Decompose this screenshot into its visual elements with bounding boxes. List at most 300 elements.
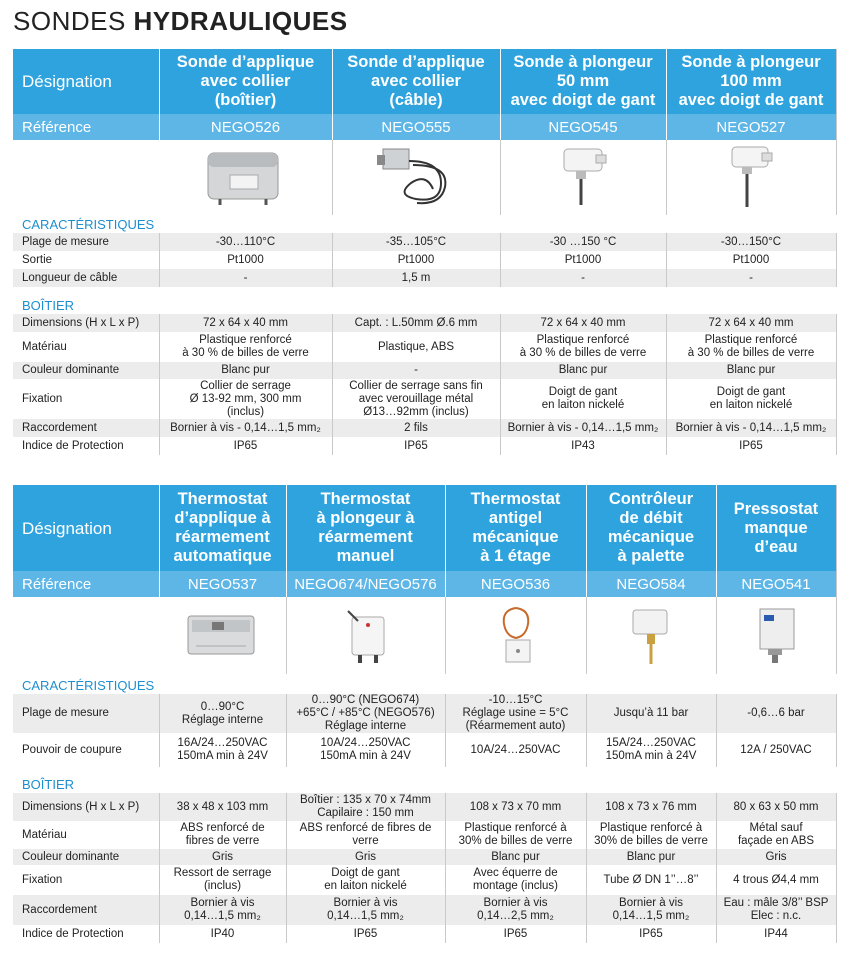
spec-value-line: Capt. : L.50mm Ø.6 mm (354, 316, 478, 329)
spec-value-line: -0,6…6 bar (747, 707, 805, 719)
designation-line: mécanique (472, 528, 559, 546)
spec-value (500, 379, 666, 419)
designation-cell (159, 485, 286, 571)
spec-value (716, 865, 836, 895)
spec-value-line: - (749, 271, 753, 284)
designation-label: Désignation (13, 485, 159, 571)
spec-value (586, 821, 716, 849)
spec-value-line: 0,14…1,5 mm₂ (184, 910, 261, 922)
spec-value-line: avec verouillage métal (358, 392, 474, 405)
spec-label: Dimensions (H x L x P) (13, 314, 159, 332)
spec-value-line: Ø13…92mm (inclus) (363, 405, 469, 418)
reference-row (13, 571, 836, 597)
spec-value-line: Blanc pur (558, 364, 608, 376)
spec-value-line: ABS renforcé de (180, 822, 265, 834)
spec-row (13, 437, 836, 455)
spec-value-line: Capilaire : 150 mm (317, 807, 414, 819)
immersion-sensor-100-icon (716, 143, 786, 209)
spec-value (666, 314, 836, 332)
designation-line: 100 mm (720, 72, 782, 90)
spec-value (445, 821, 586, 849)
reference-label: Référence (13, 571, 159, 597)
spec-value (500, 251, 666, 269)
designation-row (13, 49, 836, 114)
spec-value-line: Plastique renforcé (536, 334, 630, 346)
spec-value (332, 379, 500, 419)
spec-value (666, 379, 836, 419)
designation-line: Pressostat (733, 499, 819, 518)
designation-line: Sonde d’applique (347, 53, 485, 71)
spec-value (586, 849, 716, 865)
white-immersion-thermostat-icon (336, 601, 396, 667)
spec-row (13, 895, 836, 925)
spec-value (159, 821, 286, 849)
spec-value-line: IP44 (764, 927, 788, 940)
boitier-rows (13, 314, 836, 455)
product-image (716, 597, 836, 674)
product-table-thermostats (13, 485, 837, 943)
spec-value-line: Bornier à vis (333, 897, 398, 909)
spec-value-line: Plastique renforcé à (599, 822, 703, 834)
spec-value-line: Doigt de gant (331, 867, 400, 879)
spec-value-line: (Réarmement auto) (465, 720, 566, 732)
spec-value-line: montage (inclus) (472, 880, 558, 892)
antigel-thermostat-coil-icon (486, 600, 546, 668)
spec-value-line: Jusqu’à 11 bar (613, 707, 689, 719)
spec-value (159, 332, 332, 362)
spec-value (159, 362, 332, 379)
spec-value (332, 437, 500, 455)
spec-value (500, 437, 666, 455)
spec-value (500, 419, 666, 437)
spec-value (666, 362, 836, 379)
designation-line: mécanique (607, 528, 695, 546)
spec-value (159, 233, 332, 251)
spec-value-line: Elec : n.c. (750, 910, 802, 922)
spec-value-line: Réglage interne (181, 713, 264, 726)
spec-value-line: à 30 % de billes de verre (687, 347, 815, 359)
spec-value (666, 233, 836, 251)
designation-line: Thermostat (177, 490, 268, 508)
spec-value-line: 38 x 48 x 103 mm (176, 800, 269, 813)
cable-clamp-sensor-icon (371, 143, 461, 209)
spec-label: Plage de mesure (13, 694, 159, 733)
designation-line: Contrôleur (608, 490, 694, 508)
spec-value (159, 251, 332, 269)
spec-value (666, 419, 836, 437)
designation-line: avec doigt de gant (510, 91, 656, 109)
spec-value-line: IP65 (639, 927, 663, 940)
spec-value-line: en laiton nickelé (709, 399, 793, 411)
reference-row (13, 114, 836, 140)
spec-value (332, 314, 500, 332)
caracteristiques-rows (13, 694, 836, 767)
spec-value (159, 694, 286, 733)
spec-row (13, 419, 836, 437)
spec-value-line: Bornier à vis - 0,14…1,5 mm₂ (507, 421, 659, 434)
spec-value (286, 895, 445, 925)
spec-value (716, 925, 836, 943)
spec-value-line: Pt1000 (564, 253, 602, 266)
spec-value-line: Pt1000 (227, 253, 264, 266)
spec-value (666, 437, 836, 455)
designation-line: à plongeur à (316, 509, 415, 527)
designation-cell (332, 49, 500, 114)
spec-label: Indice de Protection (13, 925, 159, 943)
spec-value (332, 419, 500, 437)
designation-line: Sonde à plongeur (513, 53, 653, 71)
spec-value-line: IP65 (503, 927, 528, 940)
spec-value (159, 793, 286, 821)
spec-value-line: (inclus) (203, 880, 242, 892)
spec-row (13, 314, 836, 332)
spec-value (332, 233, 500, 251)
spec-value-line: Gris (354, 850, 377, 863)
spec-value-line: 150mA min à 24V (320, 750, 411, 762)
product-image (500, 140, 666, 215)
spec-value (666, 251, 836, 269)
spec-value-line: 10A/24…250VAC (470, 743, 561, 756)
spec-value (500, 332, 666, 362)
spec-value-line: 0,14…1,5 mm₂ (327, 910, 404, 922)
spec-label: Fixation (13, 865, 159, 895)
spec-value (586, 925, 716, 943)
spec-value (159, 733, 286, 767)
designation-line: réarmement (318, 528, 413, 546)
immersion-sensor-50-icon (548, 143, 618, 209)
spec-value (716, 733, 836, 767)
designation-line: antigel (488, 509, 543, 527)
spec-value (159, 419, 332, 437)
spec-label: Couleur dominante (13, 362, 159, 379)
designation-line: 50 mm (556, 72, 610, 90)
spec-label: Sortie (13, 251, 159, 269)
image-row (13, 597, 836, 674)
spec-value (445, 849, 586, 865)
spec-value-line: Blanc pur (491, 850, 540, 863)
spec-value-line: IP65 (353, 927, 378, 940)
spec-value (586, 694, 716, 733)
spec-value-line: à 30 % de billes de verre (519, 347, 647, 359)
reference-cell: NEGO674/NEGO576 (286, 571, 445, 597)
designation-line: avec collier (371, 72, 461, 90)
spec-value-line: Collier de serrage sans fin (349, 379, 483, 392)
spec-value (159, 437, 332, 455)
reference-cell: NEGO536 (445, 571, 586, 597)
product-image (159, 140, 332, 215)
spec-value-line: 150mA min à 24V (605, 750, 697, 762)
designation-cell (286, 485, 445, 571)
spec-value-line: Bornier à vis (190, 897, 255, 909)
designation-line: avec doigt de gant (678, 91, 824, 109)
designation-line: Sonde d’applique (176, 53, 315, 71)
spec-value-line: Plastique renforcé (199, 334, 292, 346)
spec-value-line: Blanc pur (626, 850, 676, 863)
spec-label: Indice de Protection (13, 437, 159, 455)
spec-value (716, 793, 836, 821)
spec-row (13, 865, 836, 895)
spec-value (286, 849, 445, 865)
spec-value (445, 733, 586, 767)
spec-value (500, 362, 666, 379)
designation-line: Thermostat (470, 490, 561, 508)
spec-value (500, 233, 666, 251)
spec-value-line: 80 x 63 x 50 mm (733, 800, 819, 813)
reference-cell: NEGO545 (500, 114, 666, 140)
spec-value (445, 865, 586, 895)
reference-cell: NEGO537 (159, 571, 286, 597)
spec-value-line: fibres de verre (185, 835, 260, 847)
grey-box-sensor-icon (200, 145, 290, 207)
spec-value-line: 2 fils (404, 421, 428, 434)
reference-cell: NEGO527 (666, 114, 836, 140)
spec-value (286, 821, 445, 849)
spec-value-line: IP65 (404, 439, 428, 452)
spec-value (286, 925, 445, 943)
spec-value-line: 0…90°C (200, 700, 245, 713)
spec-value-line: 72 x 64 x 40 mm (708, 316, 794, 329)
spec-value-line: Pt1000 (397, 253, 435, 266)
spec-value (586, 895, 716, 925)
designation-cell (445, 485, 586, 571)
spec-value (332, 332, 500, 362)
designation-line: (boîtier) (214, 91, 277, 109)
spec-value-line: -10…15°C (488, 694, 543, 706)
spec-value-line: Gris (765, 850, 787, 863)
spec-value-line: Blanc pur (726, 364, 776, 376)
spec-value-line: Bornier à vis - 0,14…1,5 mm₂ (675, 421, 827, 434)
designation-line: de débit (619, 509, 683, 527)
spec-value-line: verre (352, 835, 379, 847)
pressure-switch-icon (746, 603, 806, 665)
spec-value (666, 332, 836, 362)
spec-value-line: Doigt de gant (548, 386, 618, 398)
spec-value (159, 865, 286, 895)
spec-value-line: Plastique, ABS (377, 340, 455, 353)
spec-value-line: en laiton nickelé (541, 399, 625, 411)
product-image (286, 597, 445, 674)
designation-line: avec collier (200, 72, 291, 90)
spec-value-line: Avec équerre de (473, 867, 558, 879)
section-header-boitier: BOÎTIER (22, 298, 75, 313)
spec-value-line: façade en ABS (737, 835, 815, 847)
page-title: SONDES HYDRAULIQUES (13, 6, 348, 36)
spec-value (159, 925, 286, 943)
designation-label: Désignation (13, 49, 159, 114)
spec-label: Raccordement (13, 895, 159, 925)
spec-value-line: Tube Ø DN 1’’…8’’ (603, 873, 699, 886)
spec-value-line: Métal sauf (749, 822, 803, 834)
spec-value (586, 733, 716, 767)
spec-value-line: Ø 13-92 mm, 300 mm (189, 392, 302, 405)
spec-value-line: Boîtier : 135 x 70 x 74mm (299, 794, 432, 806)
product-image (586, 597, 716, 674)
spec-row (13, 793, 836, 821)
spec-value-line: +65°C / +85°C (NEGO576) (296, 707, 435, 719)
designation-line: d’eau (754, 537, 798, 556)
product-image (332, 140, 500, 215)
spec-value-line: IP43 (571, 439, 595, 452)
reference-cell: NEGO584 (586, 571, 716, 597)
designation-line: manque (744, 518, 808, 537)
spec-value (159, 895, 286, 925)
spec-row (13, 733, 836, 767)
spec-row (13, 379, 836, 419)
spec-value-line: 30% de billes de verre (458, 835, 573, 847)
spec-value-line: - (414, 364, 418, 376)
spec-value-line: IP65 (233, 439, 258, 452)
spec-value-line: Bornier à vis (619, 897, 683, 909)
spec-value-line: - (243, 271, 248, 284)
spec-value-line: 150mA min à 24V (177, 750, 268, 762)
caracteristiques-rows (13, 233, 836, 287)
spec-value-line: Gris (211, 850, 234, 863)
designation-cell (666, 49, 836, 114)
reference-label: Référence (13, 114, 159, 140)
spec-value-line: 72 x 64 x 40 mm (540, 316, 626, 329)
spec-value-line: 108 x 73 x 70 mm (469, 800, 562, 813)
spec-value-line: Eau : mâle 3/8’’ BSP (723, 897, 829, 909)
spec-value-line: Plastique renforcé (704, 334, 798, 346)
spec-value-line: 12A / 250VAC (740, 743, 812, 756)
spec-label: Longueur de câble (13, 269, 159, 287)
spec-value (716, 895, 836, 925)
spec-value-line: 0…90°C (NEGO674) (311, 694, 420, 706)
spec-value-line: - (581, 271, 585, 284)
spec-value-line: 30% de billes de verre (594, 835, 708, 847)
designation-line: automatique (173, 547, 272, 565)
spec-value (445, 925, 586, 943)
spec-row (13, 925, 836, 943)
spec-row (13, 694, 836, 733)
spec-value (666, 269, 836, 287)
spec-value-line: Ressort de serrage (173, 867, 272, 879)
designation-line: d’applique à (174, 509, 271, 527)
spec-label: Dimensions (H x L x P) (13, 793, 159, 821)
spec-value (586, 793, 716, 821)
spec-row (13, 849, 836, 865)
spec-label: Pouvoir de coupure (13, 733, 159, 767)
spec-value-line: -30…150°C (720, 235, 782, 248)
designation-cell (716, 485, 836, 571)
section-header-caracteristiques: CARACTÉRISTIQUES (22, 678, 155, 693)
spec-value-line: -35…105°C (385, 235, 447, 248)
spec-label: Fixation (13, 379, 159, 419)
spec-value-line: Collier de serrage (200, 379, 291, 392)
section-header-caracteristiques: CARACTÉRISTIQUES (22, 217, 155, 232)
reference-cell: NEGO555 (332, 114, 500, 140)
designation-line: à 1 étage (480, 547, 551, 565)
spec-value-line: 4 trous Ø4,4 mm (733, 873, 819, 886)
spec-value-line: (inclus) (226, 405, 265, 418)
spec-value (159, 849, 286, 865)
spec-value-line: -30 …150 °C (549, 235, 617, 248)
spec-value (286, 733, 445, 767)
spec-value-line: Pt1000 (732, 253, 770, 266)
spec-row (13, 362, 836, 379)
designation-line: manuel (336, 547, 395, 565)
designation-cell (500, 49, 666, 114)
reference-cell: NEGO526 (159, 114, 332, 140)
product-image (159, 597, 286, 674)
spec-row (13, 332, 836, 362)
spec-value-line: Blanc pur (221, 364, 270, 376)
spec-value (159, 314, 332, 332)
spec-value-line: Bornier à vis (483, 897, 548, 909)
reference-cell: NEGO541 (716, 571, 836, 597)
spec-value (286, 865, 445, 895)
spec-value (445, 793, 586, 821)
spec-value-line: en laiton nickelé (324, 880, 407, 892)
spec-label: Matériau (13, 821, 159, 849)
spec-value-line: 72 x 64 x 40 mm (202, 316, 288, 329)
spec-value-line: Réglage usine = 5°C (462, 707, 569, 719)
image-row (13, 140, 836, 215)
spec-value (586, 865, 716, 895)
spec-value-line: 1,5 m (401, 271, 431, 284)
designation-line: (câble) (389, 91, 443, 109)
spec-value-line: Bornier à vis - 0,14…1,5 mm₂ (170, 421, 321, 434)
spec-value-line: 108 x 73 x 76 mm (605, 800, 697, 813)
designation-line: réarmement (175, 528, 270, 546)
designation-line: Thermostat (320, 490, 411, 508)
spec-value-line: 16A/24…250VAC (177, 737, 268, 749)
spec-value-line: à 30 % de billes de verre (182, 347, 309, 359)
spec-row (13, 269, 836, 287)
spec-row (13, 821, 836, 849)
spec-row (13, 233, 836, 251)
spec-value-line: Réglage interne (324, 720, 407, 732)
spec-value-line: 0,14…2,5 mm₂ (477, 910, 554, 922)
boitier-rows (13, 793, 836, 943)
flow-switch-paddle-icon (621, 600, 681, 668)
spec-row (13, 251, 836, 269)
section-header-boitier: BOÎTIER (22, 777, 75, 792)
spec-value (716, 849, 836, 865)
spec-label: Matériau (13, 332, 159, 362)
spec-value (445, 694, 586, 733)
designation-cell (159, 49, 332, 114)
spec-value (500, 269, 666, 287)
spec-value-line: Plastique renforcé à (464, 822, 567, 834)
spec-value (286, 694, 445, 733)
spec-value (332, 269, 500, 287)
spec-value (332, 251, 500, 269)
spec-value (500, 314, 666, 332)
spec-value (716, 821, 836, 849)
designation-row (13, 485, 836, 571)
spec-value-line: IP65 (739, 439, 763, 452)
spec-label: Raccordement (13, 419, 159, 437)
spec-label: Couleur dominante (13, 849, 159, 865)
spec-value (716, 694, 836, 733)
spec-value-line: 0,14…1,5 mm₂ (612, 910, 690, 922)
spec-value-line: IP40 (210, 927, 235, 940)
spec-value-line: ABS renforcé de fibres de (299, 822, 432, 834)
spec-value (286, 793, 445, 821)
product-table-sondes (13, 49, 837, 455)
spec-value (159, 269, 332, 287)
spec-value (445, 895, 586, 925)
grey-surface-thermostat-icon (182, 606, 262, 662)
designation-line: Sonde à plongeur (681, 53, 821, 71)
designation-line: à palette (617, 547, 685, 565)
product-image (445, 597, 586, 674)
spec-value (159, 379, 332, 419)
spec-value-line: Doigt de gant (716, 386, 786, 398)
spec-value (332, 362, 500, 379)
designation-cell (586, 485, 716, 571)
